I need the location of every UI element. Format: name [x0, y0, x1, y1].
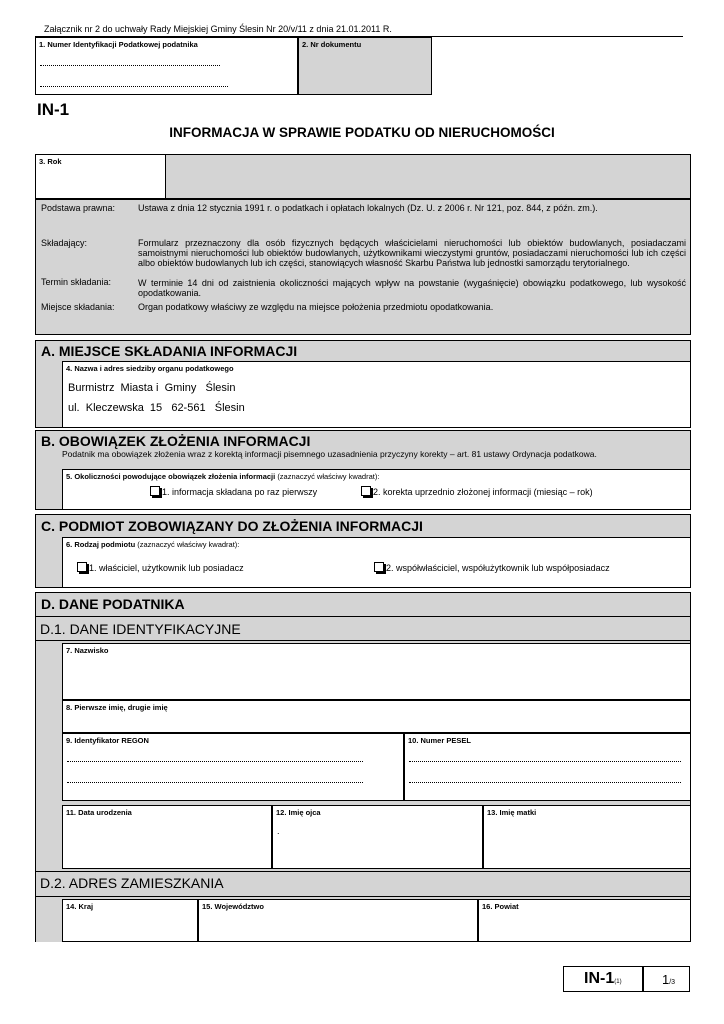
section-d2-title: D.2. ADRES ZAMIESZKANIA: [40, 875, 224, 891]
entity-option-owner-label: 1. właściciel, użytkownik lub posiadacz: [89, 563, 244, 573]
tax-office-address: ul. Kleczewska 15 62-561 Ślesin: [68, 402, 245, 414]
divider: [35, 871, 691, 872]
basis-label: Podstawa prawna:: [41, 203, 116, 213]
surname-label: 7. Nazwisko: [66, 646, 109, 655]
year-label: 3. Rok: [39, 157, 62, 166]
voivodeship-label: 15. Województwo: [202, 902, 264, 911]
section-c-title: C. PODMIOT ZOBOWIĄZANY DO ZŁOŻENIA INFORMACJI: [41, 518, 423, 534]
doc-number-label: 2. Nr dokumentu: [302, 40, 362, 49]
footer-page-number: 1: [662, 972, 670, 987]
section-a-title: A. MIEJSCE SKŁADANIA INFORMACJI: [41, 343, 298, 359]
obligation-option-first[interactable]: [150, 486, 317, 497]
form-title: INFORMACJA W SPRAWIE PODATKU OD NIERUCHOMOŚCI: [169, 125, 555, 140]
entity-type-field: [62, 537, 691, 588]
nip-field[interactable]: [35, 37, 298, 95]
footer-form-code: IN-1: [584, 970, 615, 987]
place-label: Miejsce składania:: [41, 302, 115, 312]
checkbox-icon[interactable]: [77, 562, 87, 572]
entity-type-label: 6. Rodzaj podmiotu: [66, 540, 136, 549]
first-names-label: 8. Pierwsze imię, drugie imię: [66, 703, 168, 712]
obligation-option-first-label: 1. informacja składana po raz pierwszy: [162, 487, 318, 497]
tax-office-name: Burmistrz Miasta i Gminy Ślesin: [68, 382, 236, 394]
obligation-option-correction[interactable]: [361, 486, 593, 497]
divider: [35, 616, 691, 617]
checkbox-icon[interactable]: [374, 562, 384, 572]
obligation-option-correction-label: 2. korekta uprzednio złożonej informacji (miesiąc – rok): [373, 487, 593, 497]
entity-option-coowner-label: 2. współwłaściciel, współużytkownik lub współposiadacz: [386, 563, 610, 573]
mother-name-field[interactable]: [483, 805, 691, 869]
obligation-hint: (zaznaczyć właściwy kwadrat):: [277, 472, 380, 481]
district-label: 16. Powiat: [482, 902, 519, 911]
section-d-title: D. DANE PODATNIKA: [41, 596, 185, 612]
mother-name-label: 13. Imię matki: [487, 808, 537, 817]
pesel-dotted-line: [409, 782, 681, 783]
footer-form-code-sub: (1): [614, 979, 622, 985]
footer-page-box: [643, 966, 690, 992]
voivodeship-field[interactable]: [198, 899, 478, 942]
first-names-field[interactable]: [62, 700, 691, 733]
surname-field[interactable]: [62, 643, 691, 700]
section-b-note: Podatnik ma obowiązek złożenia wraz z korektą informacji pisemnego uzasadnienia przyczyny korekty – art. 81 ustawy Ordynacja podatkowa.: [62, 449, 597, 459]
nip-label: 1. Numer Identyfikacji Podatkowej podatnika: [39, 40, 198, 49]
form-code: IN-1: [37, 100, 70, 119]
pesel-field[interactable]: [404, 733, 691, 801]
father-name-label: 12. Imię ojca: [276, 808, 321, 817]
footer-page-total: /3: [669, 979, 676, 986]
tax-office-label: 4. Nazwa i adres siedziby organu podatkowego: [66, 364, 234, 373]
entity-type-hint: (zaznaczyć właściwy kwadrat):: [137, 540, 240, 549]
deadline-label: Termin składania:: [41, 277, 112, 287]
father-name-value: .: [277, 826, 280, 836]
section-d1-title: D.1. DANE IDENTYFIKACYJNE: [40, 621, 241, 637]
doc-number-field: [298, 37, 432, 95]
nip-dotted-line: [40, 86, 228, 87]
pesel-label: 10. Numer PESEL: [408, 736, 471, 745]
nip-dotted-line: [40, 65, 220, 66]
pesel-dotted-line: [409, 761, 681, 762]
tax-office-field[interactable]: [62, 361, 691, 428]
year-field[interactable]: [35, 154, 166, 199]
annex-line: Załącznik nr 2 do uchwały Rady Miejskiej Gminy Ślesin Nr 20/v/11 z dnia 21.01.2011 R.: [44, 24, 392, 34]
filer-text: Formularz przeznaczony dla osób fizycznych będących właścicielami nieruchomości lub obiektów budowlanych, posiadaczami samoistnymi nieruchomości lub obiektów budowlanych, użytkownikami wieczystymi gruntów, posiadaczami nieruchomości lub ich części albo obiektów budowlanych lub ich części, stanowiących własność Skarbu Państwa lub jednostki samorządu terytorialnego.: [138, 238, 686, 268]
country-label: 14. Kraj: [66, 902, 94, 911]
obligation-label: 5. Okoliczności powodujące obowiązek złożenia informacji: [66, 472, 276, 481]
father-name-field[interactable]: [272, 805, 483, 869]
section-b-title: B. OBOWIĄZEK ZŁOŻENIA INFORMACJI: [41, 433, 311, 449]
place-text: Organ podatkowy właściwy ze względu na miejsce położenia przedmiotu opodatkowania.: [138, 302, 494, 312]
entity-option-coowner[interactable]: [374, 562, 610, 573]
info-block: [35, 199, 691, 335]
regon-dotted-line: [67, 782, 363, 783]
checkbox-icon[interactable]: [150, 486, 160, 496]
divider: [35, 896, 691, 897]
district-field[interactable]: [478, 899, 691, 942]
divider: [35, 640, 691, 641]
obligation-field: [62, 469, 691, 510]
regon-label: 9. Identyfikator REGON: [66, 736, 149, 745]
basis-text: Ustawa z dnia 12 stycznia 1991 r. o podatkach i opłatach lokalnych (Dz. U. z 2006 r. Nr 121, poz. 844, z późn. zm.).: [138, 203, 598, 213]
birth-date-field[interactable]: [62, 805, 272, 869]
country-field[interactable]: [62, 899, 198, 942]
deadline-text: W terminie 14 dni od zaistnienia okoliczności mających wpływ na powstanie (wygaśnięcie) obowiązku podatkowego, lub wysokość opodatkowania.: [138, 278, 686, 298]
regon-field[interactable]: [62, 733, 404, 801]
regon-dotted-line: [67, 761, 363, 762]
footer-form-code-box: [563, 966, 643, 992]
checkbox-icon[interactable]: [361, 486, 371, 496]
filer-label: Składający:: [41, 238, 88, 248]
birth-date-label: 11. Data urodzenia: [66, 808, 132, 817]
entity-option-owner[interactable]: [77, 562, 244, 573]
